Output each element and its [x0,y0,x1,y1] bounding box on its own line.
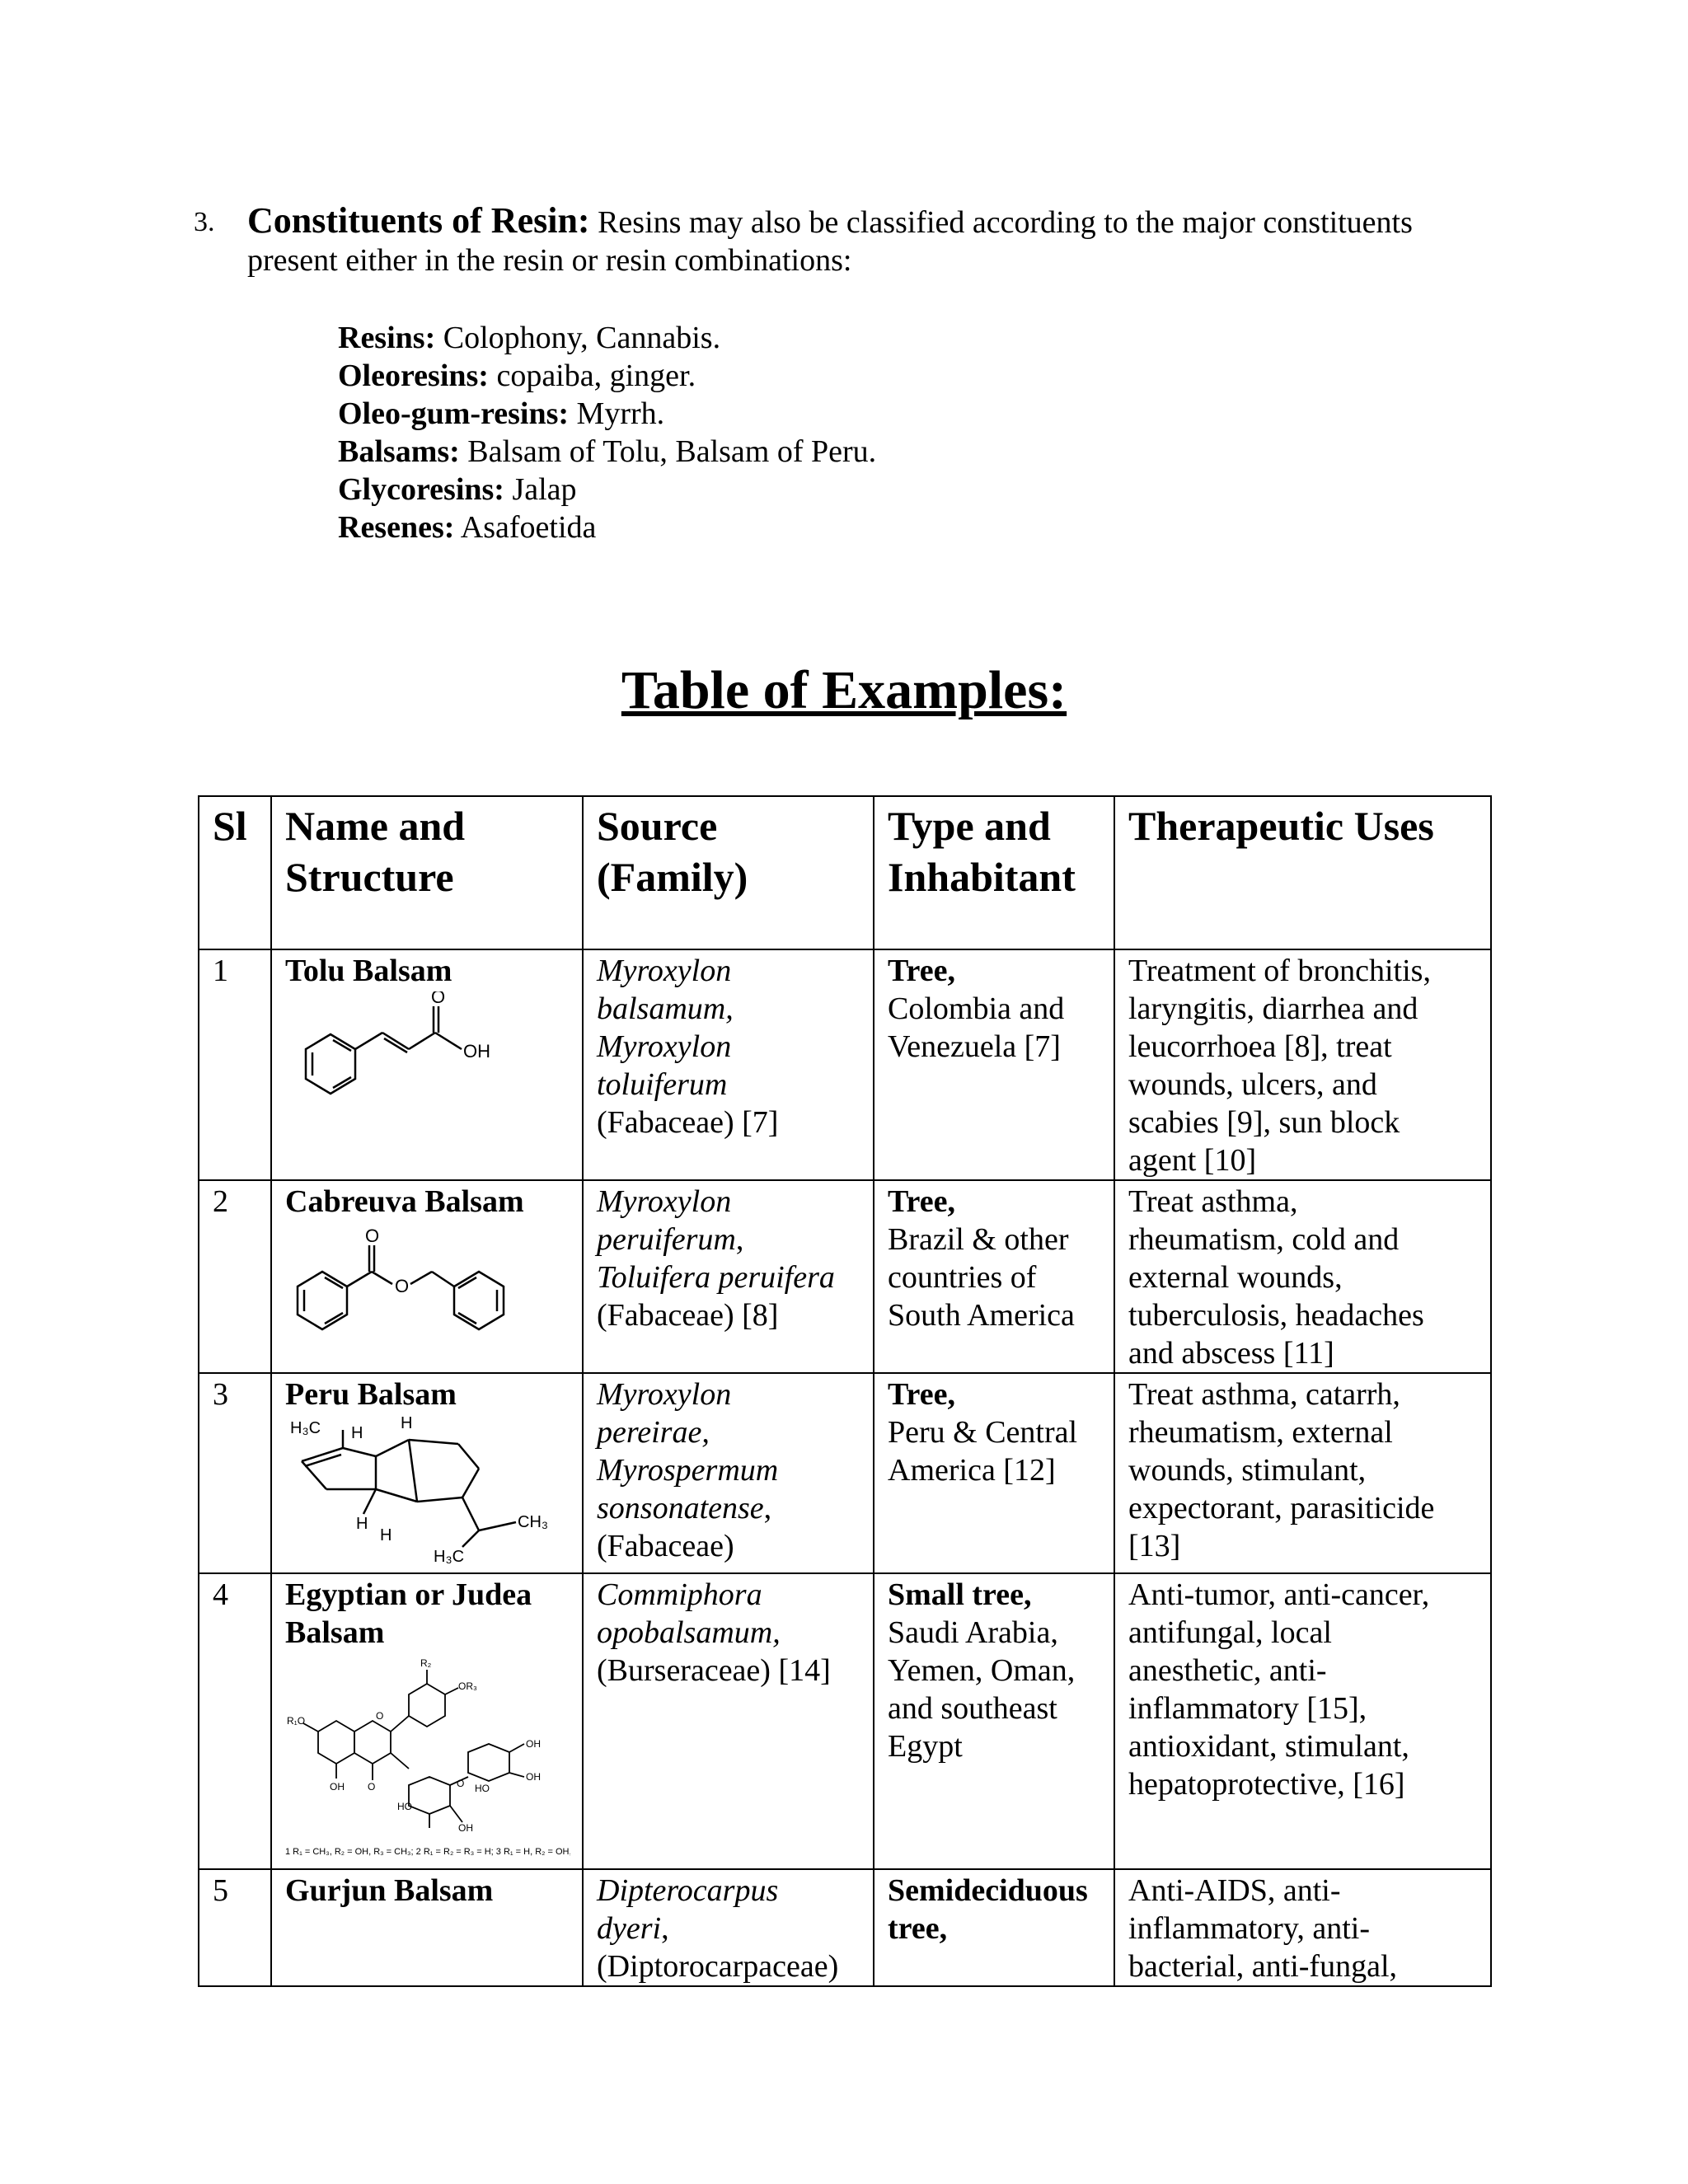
source-text: Toluifera peruifera [597,1260,835,1295]
struct-label: H [401,1415,413,1432]
uses-text: [13] [1128,1529,1181,1563]
cell-sl: 4 [199,1573,271,1869]
cell-source [583,1180,874,1373]
class-label: Resenes: [338,510,455,545]
uses-text: and abscess [11] [1128,1336,1334,1371]
source-family: (Diptorocarpaceae) [597,1949,839,1984]
uses-text: bacterial, anti-fungal, [1128,1949,1398,1984]
plant-type: Tree, [888,1377,955,1412]
table-row [199,1373,1491,1573]
struct-label: O [365,1226,380,1246]
cell-type [874,949,1114,1180]
habitat-text: and southeast [888,1691,1057,1726]
list-item [338,319,876,357]
struct-label: OH [526,1738,541,1750]
struct-label: H [356,1515,368,1533]
uses-text: Anti-tumor, anti-cancer, [1128,1577,1430,1612]
section-title: Constituents of Resin: [247,200,590,241]
uses-text: Treatment of bronchitis, [1128,954,1431,988]
habitat-text: America [12] [888,1453,1056,1488]
uses-text: tuberculosis, headaches [1128,1298,1424,1333]
struct-label: O [368,1781,376,1793]
cell-source [583,1869,874,1986]
peru-structure-image [285,1415,574,1572]
struct-label: HO [475,1783,490,1794]
compound-name: Cabreuva Balsam [285,1184,524,1219]
struct-label: O [431,991,446,1007]
cell-type [874,1373,1114,1573]
habitat-text: countries of [888,1260,1037,1295]
header-source [583,796,874,949]
class-label: Resins: [338,321,436,355]
uses-text: laryngitis, diarrhea and [1128,991,1418,1026]
plant-type: Tree, [888,954,955,988]
struct-label: H₃C [290,1419,321,1437]
source-text: Commiphora [597,1577,762,1612]
table-row [199,1869,1491,1986]
struct-label: HO [397,1801,412,1812]
cell-name-structure [271,1373,583,1573]
cell-name-structure [271,949,583,1180]
struct-label: O [376,1710,384,1722]
tolu-structure-image [285,991,574,1116]
struct-label: CH₃ [518,1513,549,1531]
cell-uses [1114,1373,1491,1573]
struct-label: R₂ [420,1657,432,1669]
list-item [338,357,876,395]
source-text: Myroxylon [597,1184,732,1219]
cell-type [874,1180,1114,1373]
cell-sl: 1 [199,949,271,1180]
struct-label: OH [463,1041,490,1062]
class-label: Oleoresins: [338,359,489,393]
uses-text: rheumatism, cold and [1128,1222,1400,1257]
list-item [338,433,876,471]
examples-table [198,795,1492,1987]
plant-type: tree, [888,1911,948,1946]
class-value: Balsam of Tolu, Balsam of Peru. [459,434,877,469]
table-row [199,1180,1491,1373]
class-label: Oleo-gum-resins: [338,396,570,431]
section-constituents [194,200,1500,279]
cell-uses [1114,1869,1491,1986]
uses-text: leucorrhoea [8], treat [1128,1029,1392,1064]
compound-name: Balsam [285,1615,385,1650]
list-item [338,471,876,509]
struct-caption: 1 R₁ = CH₃, R₂ = OH, R₃ = CH₃; 2 R₁ = R₂ = R₃ = H; 3 R₁ = H, R₂ = OH, R₃ = H [285,1847,570,1857]
cell-sl: 2 [199,1180,271,1373]
plant-type: Semideciduous [888,1873,1088,1908]
uses-text: Treat asthma, [1128,1184,1298,1219]
header-text: Type and [888,803,1051,849]
class-value: Jalap [504,472,577,507]
source-text: pereirae, [597,1415,710,1450]
uses-text: expectorant, parasiticide [1128,1491,1435,1526]
section-intro-line2: present either in the resin or resin combinations: [247,243,852,278]
list-item [338,395,876,433]
habitat-text: Venezuela [7] [888,1029,1061,1064]
judea-structure-image [285,1653,574,1868]
plant-type: Small tree, [888,1577,1032,1612]
uses-text: antifungal, local [1128,1615,1332,1650]
table-row [199,1573,1491,1869]
source-family: (Fabaceae) [7] [597,1105,779,1140]
header-text: Structure [285,854,454,900]
class-value: Colophony, Cannabis. [435,321,721,355]
struct-label: OR₃ [458,1680,477,1692]
compound-name: Egyptian or Judea [285,1577,532,1612]
source-comma: , [735,1222,744,1257]
list-item [338,509,876,546]
cell-sl: 3 [199,1373,271,1573]
table-title: Table of Examples: [621,660,1067,720]
source-text: peruiferum [597,1222,736,1257]
cell-sl: 5 [199,1869,271,1986]
struct-label: OH [526,1771,541,1783]
habitat-text: Peru & Central [888,1415,1078,1450]
uses-text: Treat asthma, catarrh, [1128,1377,1400,1412]
struct-label: H [351,1424,363,1442]
source-text: opobalsamum, [597,1615,781,1650]
cell-source [583,1573,874,1869]
table-row [199,949,1491,1180]
uses-text: scabies [9], sun block [1128,1105,1400,1140]
struct-label: O [457,1778,465,1789]
cell-uses [1114,1573,1491,1869]
source-family: (Fabaceae) [597,1529,734,1563]
uses-text: inflammatory [15], [1128,1691,1367,1726]
uses-text: wounds, stimulant, [1128,1453,1367,1488]
source-text: Myrospermum [597,1453,779,1488]
header-text: Inhabitant [888,854,1076,900]
resin-class-list [338,319,876,546]
header-text: (Family) [597,854,748,900]
cell-uses [1114,1180,1491,1373]
source-text-line [597,1489,865,1527]
uses-text: Anti-AIDS, anti- [1128,1873,1341,1908]
struct-label: R₁O [287,1715,306,1727]
class-label: Balsams: [338,434,460,469]
plant-type: Tree, [888,1184,955,1219]
header-text: Source [597,803,718,849]
source-family: (Fabaceae) [8] [597,1298,779,1333]
cell-source [583,1373,874,1573]
struct-label: O [395,1276,410,1296]
compound-name: Peru Balsam [285,1377,457,1412]
header-name-structure [271,796,583,949]
source-text: balsamum, [597,991,734,1026]
section-intro-text: Resins may also be classified according to the major constituents [589,205,1413,240]
uses-text: inflammatory, anti- [1128,1911,1370,1946]
uses-text: antioxidant, stimulant, [1128,1729,1409,1764]
source-text: sonsonatense [597,1491,764,1526]
class-label: Glycoresins: [338,472,504,507]
source-text: Myroxylon [597,954,732,988]
section-intro-line1 [198,202,1500,241]
uses-text: external wounds, [1128,1260,1343,1295]
table-header-row [199,796,1491,949]
cell-name-structure [271,1869,583,1986]
source-text-line [597,1221,865,1258]
uses-text: rheumatism, external [1128,1415,1393,1450]
struct-label: OH [458,1822,473,1834]
class-value: copaiba, ginger. [488,359,696,393]
uses-text: wounds, ulcers, and [1128,1067,1377,1102]
source-text: Dipterocarpus [597,1873,779,1908]
struct-label: H [380,1526,392,1544]
compound-name: Gurjun Balsam [285,1873,494,1908]
source-family: (Burseraceae) [14] [597,1653,831,1688]
source-text-line [597,1910,865,1947]
cabreuva-structure-image [285,1222,574,1347]
habitat-text: Egypt [888,1729,963,1764]
source-text: Myroxylon [597,1029,732,1064]
habitat-text: Brazil & other [888,1222,1069,1257]
header-sl: Sl [199,796,271,949]
cell-type [874,1869,1114,1986]
section-number: 3. [194,207,215,237]
cell-name-structure [271,1180,583,1373]
uses-text: anesthetic, anti- [1128,1653,1327,1688]
struct-label: H₃C [434,1548,465,1563]
struct-label: OH [330,1781,345,1793]
class-value: Asafoetida [454,510,597,545]
header-type [874,796,1114,949]
source-text: dyeri [597,1911,662,1946]
habitat-text: Yemen, Oman, [888,1653,1076,1688]
header-uses: Therapeutic Uses [1114,796,1491,949]
source-text: toluiferum [597,1067,728,1102]
cell-uses [1114,949,1491,1180]
habitat-text: South America [888,1298,1075,1333]
source-text: Myroxylon [597,1377,732,1412]
source-comma: , [661,1911,669,1946]
uses-text: agent [10] [1128,1143,1257,1178]
cell-type [874,1573,1114,1869]
uses-text: hepatoprotective, [16] [1128,1767,1405,1802]
header-text: Name and [285,803,466,849]
habitat-text: Colombia and [888,991,1065,1026]
habitat-text: Saudi Arabia, [888,1615,1058,1650]
source-comma: , [763,1491,772,1526]
cell-source [583,949,874,1180]
compound-name: Tolu Balsam [285,954,452,988]
cell-name-structure [271,1573,583,1869]
class-value: Myrrh. [569,396,665,431]
